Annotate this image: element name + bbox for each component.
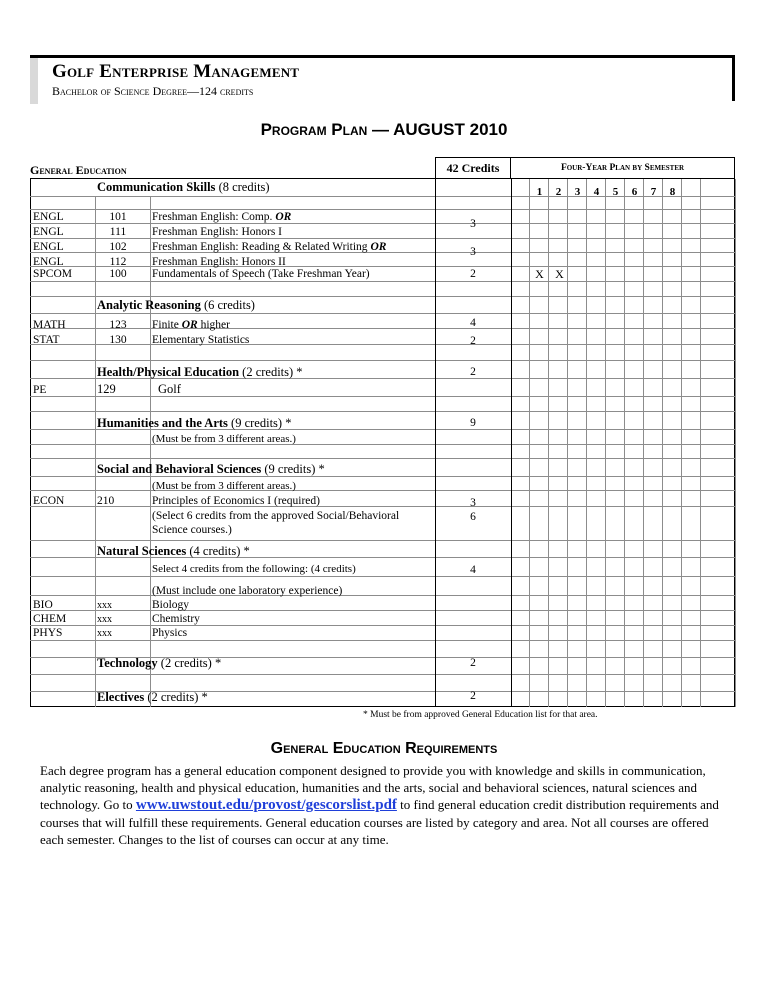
credits-math: 4 xyxy=(470,317,476,329)
title-engl-111: Freshman English: Honors I xyxy=(152,226,283,238)
semester-number-5: 5 xyxy=(612,186,619,198)
plan-title-suffix: — AUGUST 2010 xyxy=(367,120,508,139)
num-engl-102: 102 xyxy=(109,241,127,253)
gescorslist-link[interactable]: www.uwstout.edu/provost/gescorslist.pdf xyxy=(135,797,397,813)
grid-row-line xyxy=(30,674,735,675)
grid-row-line xyxy=(30,540,735,541)
grid-row-line xyxy=(30,360,735,361)
num-engl-101: 101 xyxy=(109,211,127,223)
grid-row-line xyxy=(30,296,735,297)
grid-row-line xyxy=(30,476,735,477)
four-year-plan-header: Four-Year Plan by Semester xyxy=(511,157,735,179)
grid-semester-line xyxy=(529,179,530,707)
program-title: Golf Enterprise Management xyxy=(52,61,300,82)
title-engl-101: Freshman English: Comp. OR xyxy=(152,211,292,223)
title-bio: Biology xyxy=(152,599,190,611)
title-econ: Principles of Economics I (required) xyxy=(152,495,320,507)
grid-row-line xyxy=(30,281,735,282)
title-math: Finite OR higher xyxy=(152,319,230,331)
credits-econ: 3 xyxy=(470,497,476,509)
num-bio: xxx xyxy=(97,600,112,611)
credits-engl-1: 3 xyxy=(470,218,476,230)
credits-humanities: 9 xyxy=(470,417,476,429)
num-chem: xxx xyxy=(97,614,112,625)
grid-semester-line xyxy=(548,179,549,707)
total-credits: 42 Credits xyxy=(435,157,511,179)
dept-chem: CHEM xyxy=(33,613,67,625)
credits-technology: 2 xyxy=(470,657,476,669)
category-natural: Natural Sciences (4 credits) * xyxy=(97,544,250,558)
semester-number-3: 3 xyxy=(574,186,581,198)
category-health: Health/Physical Education (2 credits) * xyxy=(97,365,303,379)
grid-row-line xyxy=(30,506,735,507)
category-analytic: Analytic Reasoning (6 credits) xyxy=(97,298,255,312)
program-subtitle: Bachelor of Science Degree—124 credits xyxy=(52,84,254,98)
requirements-title: General Education Requirements xyxy=(270,740,498,757)
grid-semester-line xyxy=(735,179,736,707)
humanities-note: (Must be from 3 different areas.) xyxy=(152,433,296,445)
title-engl-112: Freshman English: Honors II xyxy=(152,256,286,268)
title-stat: Elementary Statistics xyxy=(152,334,250,346)
category-electives: Electives (2 credits) * xyxy=(97,690,208,704)
dept-pe: PE xyxy=(33,384,47,396)
semester-number-2: 2 xyxy=(555,186,562,198)
num-econ: 210 xyxy=(97,495,115,507)
grid-row-line xyxy=(30,458,735,459)
footnote: * Must be from approved General Education list for that area. xyxy=(363,710,598,720)
plan-title xyxy=(0,120,768,140)
grid-row-line xyxy=(30,576,735,577)
grid-row-line xyxy=(30,640,735,641)
semester-number-4: 4 xyxy=(593,186,600,198)
grid-col-line xyxy=(150,196,151,707)
dept-engl-101: ENGL xyxy=(33,211,64,223)
spcom-mark-sem1: X xyxy=(535,267,544,281)
grid-row-line xyxy=(30,595,735,596)
num-math: 123 xyxy=(109,319,127,331)
title-chem: Chemistry xyxy=(152,613,200,625)
grid-col-line xyxy=(95,196,96,707)
spcom-mark-sem2: X xyxy=(555,267,564,281)
grid-semester-line xyxy=(567,179,568,707)
semester-number-8: 8 xyxy=(669,186,676,198)
title-phys: Physics xyxy=(152,627,188,639)
header-accent-bar xyxy=(30,58,38,104)
dept-spcom: SPCOM xyxy=(33,268,72,280)
dept-engl-102: ENGL xyxy=(33,241,64,253)
grid-semester-line xyxy=(662,179,663,707)
grid-row-line xyxy=(30,490,735,491)
grid-semester-line xyxy=(643,179,644,707)
dept-bio: BIO xyxy=(33,599,53,611)
category-social: Social and Behavioral Sciences (9 credits) * xyxy=(97,462,325,476)
grid-semester-line xyxy=(700,179,701,707)
natural-select-note: Select 4 credits from the following: (4 credits) xyxy=(152,563,356,575)
general-education-label: General Education xyxy=(30,163,127,177)
category-technology: Technology (2 credits) * xyxy=(97,656,222,670)
num-stat: 130 xyxy=(109,334,127,346)
title-pe: Golf xyxy=(158,382,181,396)
dept-engl-112: ENGL xyxy=(33,256,64,268)
grid-row-line xyxy=(30,396,735,397)
title-spcom: Fundamentals of Speech (Take Freshman Year) xyxy=(152,268,370,280)
num-spcom: 100 xyxy=(109,268,127,280)
credits-spcom: 2 xyxy=(470,268,476,280)
natural-lab-note: (Must include one laboratory experience) xyxy=(152,585,343,597)
dept-econ: ECON xyxy=(33,495,65,507)
credits-stat: 2 xyxy=(470,335,476,347)
grid-row-line xyxy=(30,625,735,626)
grid-row-line xyxy=(30,610,735,611)
plan-title-prefix: Program Plan xyxy=(260,120,368,139)
grid-semester-line xyxy=(586,179,587,707)
category-communication: Communication Skills (8 credits) xyxy=(97,180,270,194)
credits-social-select: 6 xyxy=(470,511,476,523)
num-phys: xxx xyxy=(97,628,112,639)
grid-row-line xyxy=(30,411,735,412)
credits-natural: 4 xyxy=(470,564,476,576)
grid-col-line xyxy=(511,178,512,707)
grid-row-line xyxy=(30,444,735,445)
grid-semester-line xyxy=(624,179,625,707)
dept-stat: STAT xyxy=(33,334,60,346)
credits-engl-2: 3 xyxy=(470,246,476,258)
grid-semester-line xyxy=(605,179,606,707)
credits-electives: 2 xyxy=(470,690,476,702)
num-engl-111: 111 xyxy=(109,226,127,238)
num-engl-112: 112 xyxy=(109,256,127,268)
credits-health: 2 xyxy=(470,366,476,378)
select6-line2: Science courses.) xyxy=(152,524,232,536)
social-note: (Must be from 3 different areas.) xyxy=(152,480,296,492)
num-pe: 129 xyxy=(97,382,116,396)
semester-number-7: 7 xyxy=(650,186,657,198)
grid-semester-line xyxy=(681,179,682,707)
semester-number-6: 6 xyxy=(631,186,638,198)
title-engl-102: Freshman English: Reading & Related Writing OR xyxy=(152,241,387,253)
dept-engl-111: ENGL xyxy=(33,226,64,238)
semester-number-1: 1 xyxy=(536,186,543,198)
select6-line1: (Select 6 credits from the approved Social/Behavioral xyxy=(152,510,400,522)
category-humanities: Humanities and the Arts (9 credits) * xyxy=(97,416,292,430)
grid-row-line xyxy=(30,313,735,314)
requirements-text: Each degree program has a general education component designed to provide you with knowledge and skills in communication, analytic reasoning, health and physical education, humanities and the arts, social and behavioral sciences, natural sciences and technology. Go to www.uwstout.edu/provost/gescorslist.pdf to find general education credit distribution requirements and courses that will fulfill these requirements. General education courses are listed by category and area. Not all courses are offered each semester. Changes to the list of courses can occur at any time. xyxy=(40,763,719,847)
dept-math: MATH xyxy=(33,319,66,331)
dept-phys: PHYS xyxy=(33,627,63,639)
